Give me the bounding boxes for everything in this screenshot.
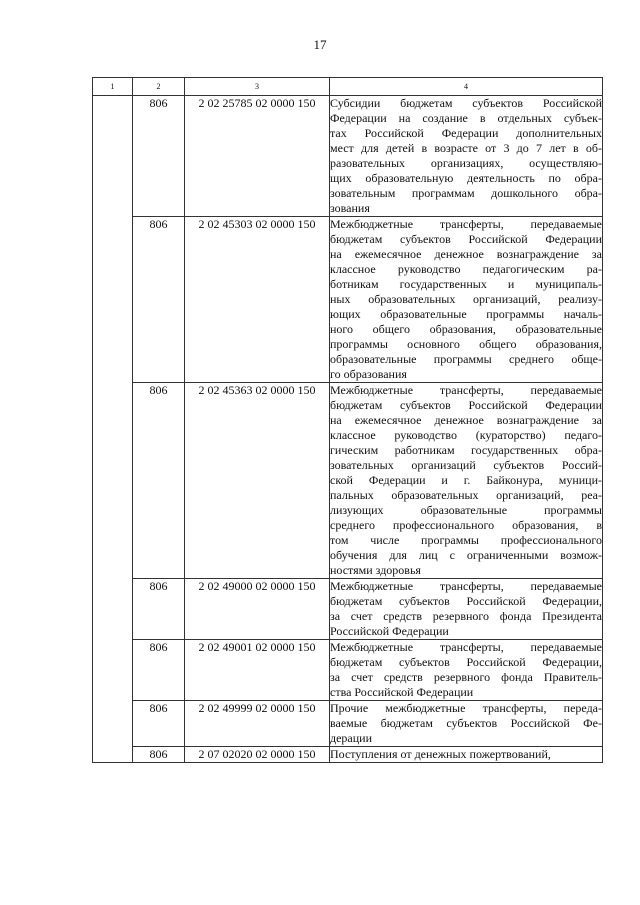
description-line: лизующих образовательные программы (330, 503, 602, 517)
description-line: зования (330, 201, 370, 215)
description-line: классное руководство (кураторство) педаго- (330, 428, 602, 442)
description-cell (330, 747, 603, 763)
description-line: гическим работникам государственных обра- (330, 443, 602, 457)
description-line: ного общего образования, образовательные (330, 322, 602, 336)
description-line: ской Федерации и г. Байконура, муници- (330, 473, 602, 487)
budget-classification-code-cell: 2 02 49000 02 0000 150 (185, 579, 330, 640)
budget-classification-code-cell: 2 02 49001 02 0000 150 (185, 640, 330, 701)
budget-classification-code-cell: 2 02 45363 02 0000 150 (185, 383, 330, 579)
description-line: классное руководство педагогическим ра- (330, 262, 602, 276)
description-line: дерации (330, 731, 373, 745)
description-line: бюджетам субъектов Российской Федерации, (330, 594, 602, 608)
page-number: 17 (313, 37, 327, 52)
description-line: среднего профессионального образования, в (330, 518, 602, 532)
budget-classification-code-cell: 2 02 25785 02 0000 150 (185, 96, 330, 217)
table-row (93, 96, 603, 217)
budget-classification-code-cell: 2 07 02020 02 0000 150 (185, 747, 330, 763)
description-cell (330, 701, 603, 747)
admin-code-cell: 806 (133, 383, 185, 579)
table-row (93, 747, 603, 763)
description-line: пальных образовательных организаций, реа- (330, 488, 602, 502)
header-col-1: 1 (93, 78, 133, 96)
description-line: образовательные программы среднего обще- (330, 352, 602, 366)
description-line: за счет средств резервного фонда Правитель- (330, 670, 602, 684)
description-line: Поступления от денежных пожертвований, (330, 747, 551, 761)
description-line: Федерации на создание в отдельных субъек- (330, 111, 602, 125)
description-line: ных образовательных организаций, реализу- (330, 292, 602, 306)
admin-code-cell: 806 (133, 217, 185, 383)
budget-classification-code-cell: 2 02 49999 02 0000 150 (185, 701, 330, 747)
header-col-3: 3 (185, 78, 330, 96)
description-line: мест для детей в возрасте от 3 до 7 лет в об- (330, 141, 602, 155)
description-line: за счет средств резервного фонда Президента (330, 609, 602, 623)
description-line: бюджетам субъектов Российской Федерации (330, 398, 602, 412)
description-cell (330, 579, 603, 640)
admin-code-cell: 806 (133, 96, 185, 217)
description-line: том числе программы профессионального (330, 533, 602, 547)
table-row (93, 217, 603, 383)
description-line: программы основного общего образования, (330, 337, 602, 351)
header-col-4: 4 (330, 78, 603, 96)
description-line: Межбюджетные трансферты, передаваемые (330, 579, 602, 593)
admin-code-cell: 806 (133, 640, 185, 701)
group-cell-col-1 (93, 96, 133, 763)
description-line: обучения для лиц с ограниченными возмож- (330, 548, 602, 562)
description-line: зовательных организаций субъектов Россий- (330, 458, 602, 472)
description-line: Субсидии бюджетам субъектов Российской (330, 96, 602, 110)
header-col-2: 2 (133, 78, 185, 96)
description-line: на ежемесячное денежное вознаграждение за (330, 247, 602, 261)
table-row (93, 640, 603, 701)
description-cell (330, 96, 603, 217)
description-line: ющих образовательные программы началь- (330, 307, 602, 321)
admin-code-cell: 806 (133, 701, 185, 747)
table-row (93, 579, 603, 640)
budget-classification-code-cell: 2 02 45303 02 0000 150 (185, 217, 330, 383)
description-line: Российской Федерации (330, 624, 449, 638)
table-row (93, 701, 603, 747)
description-cell (330, 383, 603, 579)
description-cell (330, 217, 603, 383)
description-line: ностями здоровья (330, 563, 421, 577)
description-line: разовательных организациях, осуществляю- (330, 156, 602, 170)
admin-code-cell: 806 (133, 579, 185, 640)
description-line: го образования (330, 367, 407, 381)
description-cell (330, 640, 603, 701)
table-row (93, 383, 603, 579)
description-line: ваемые бюджетам субъектов Российской Фе- (330, 716, 602, 730)
description-line: Межбюджетные трансферты, передаваемые (330, 217, 602, 231)
description-line: ства Российской Федерации (330, 685, 474, 699)
budget-codes-table (92, 77, 603, 763)
description-line: бюджетам субъектов Российской Федерации, (330, 655, 602, 669)
description-line: на ежемесячное денежное вознаграждение за (330, 413, 602, 427)
table-header-row (93, 78, 603, 96)
description-line: зовательным программам дошкольного обра- (330, 186, 602, 200)
description-line: Межбюджетные трансферты, передаваемые (330, 383, 602, 397)
description-line: тах Российской Федерации дополнительных (330, 126, 602, 140)
description-line: Межбюджетные трансферты, передаваемые (330, 640, 602, 654)
description-line: Прочие межбюджетные трансферты, переда- (330, 701, 602, 715)
description-line: бюджетам субъектов Российской Федерации (330, 232, 602, 246)
description-line: щих образовательную деятельность по обра- (330, 171, 602, 185)
description-line: ботникам государственных и муниципаль- (330, 277, 602, 291)
admin-code-cell: 806 (133, 747, 185, 763)
